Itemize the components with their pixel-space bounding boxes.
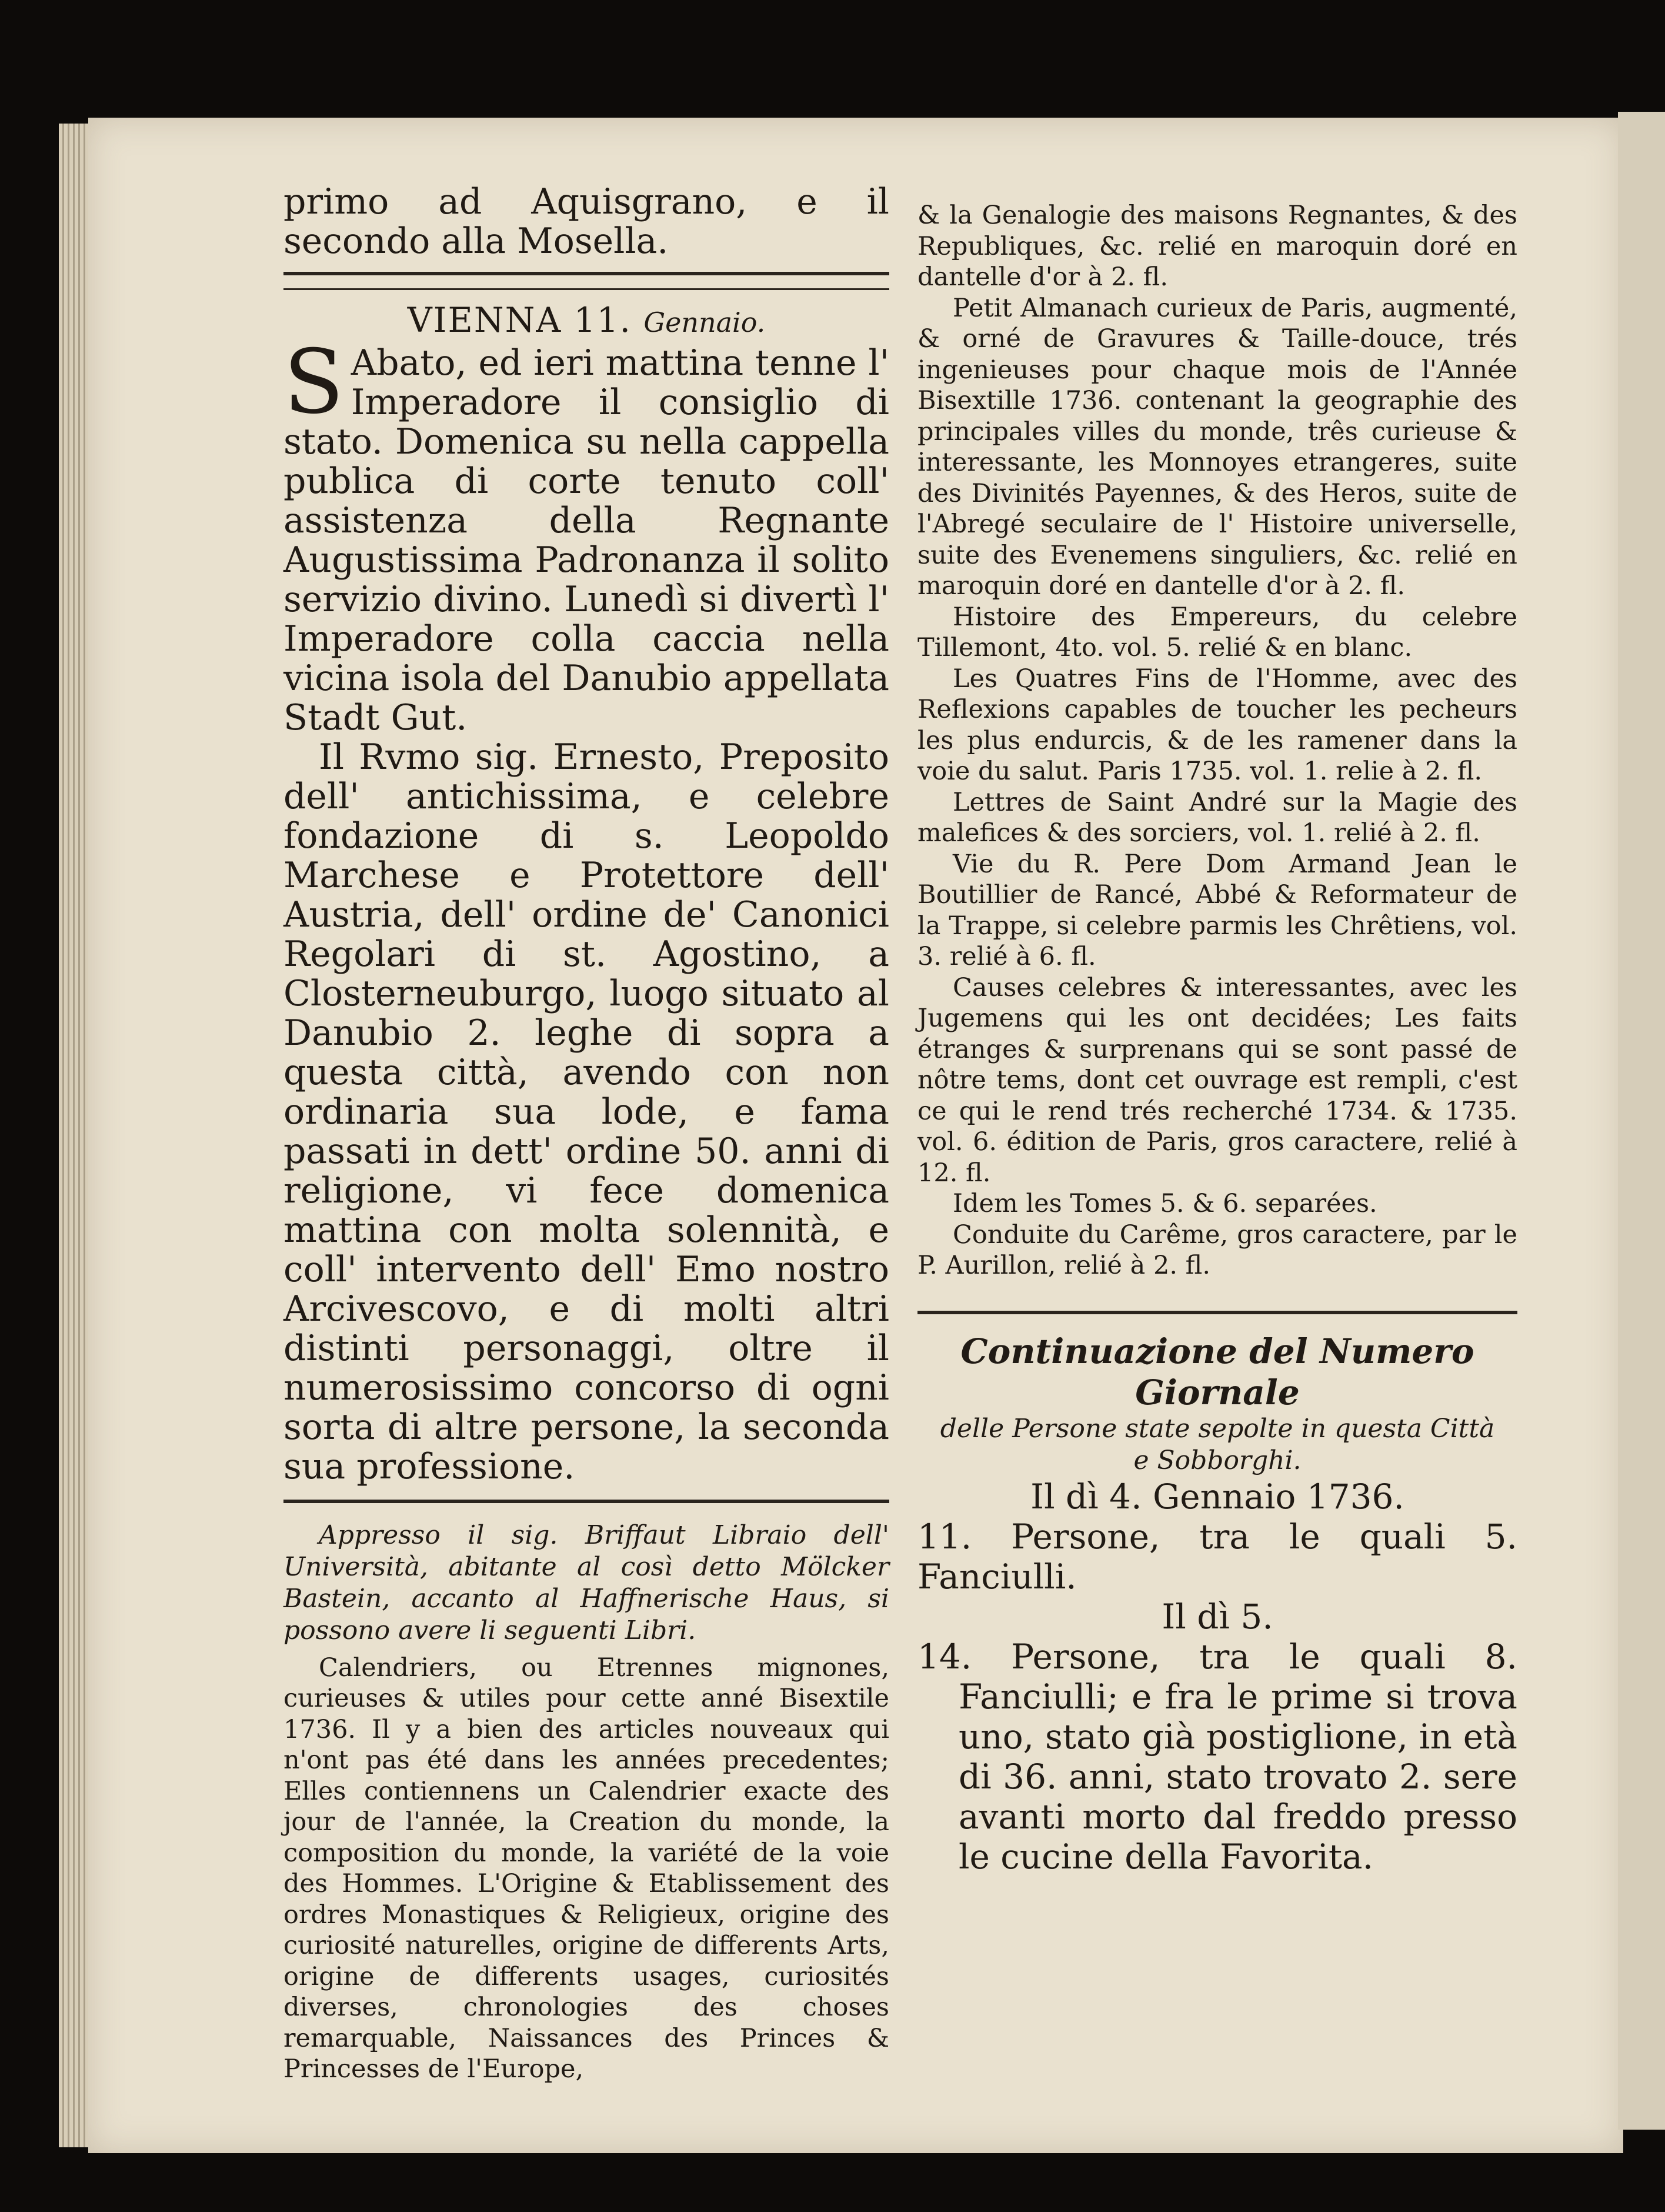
burial-entry-2: 14. Persone, tra le quali 8. Fanciulli; e fra le prime si trova uno, stato già postiglione, in età di 36. anni, stato trovato 2. sere avanti morto dal freddo presso le cucine della Favorita. bbox=[917, 1636, 1517, 1877]
section-divider bbox=[283, 272, 889, 290]
book-listing-tomes: Idem les Tomes 5. & 6. separées. bbox=[953, 1189, 1377, 1218]
burial-date-2: Il dì 5. bbox=[1162, 1596, 1273, 1637]
bookseller-notice: Appresso il sig. Briffaut Libraio dell' Università, abitante al così detto Mölcker Bastein, accanto al Haffnerische Haus, si possono avere li seguenti Libri. bbox=[283, 1520, 889, 1645]
vienna-paragraph-1-text: Abato, ed ieri mattina tenne l' Imperadore il consiglio di stato. Domenica su nella cappella publica di corte tenuto coll' assistenza della Regnante Augustissima Padronanza il solito servizio divino. Lunedì si divertì l' Imperadore colla caccia nella vicina isola del Danubio appellata Stadt Gut. bbox=[283, 342, 889, 738]
book-listing-quatres-fins: Les Quatres Fins de l'Homme, avec des Reflexions capables de toucher les pecheurs les plus endurcis, & de les ramener dans la voie du salut. Paris 1735. vol. 1. relie à 2. fl. bbox=[917, 664, 1517, 786]
burials-subtitle-1: delle Persone state sepolte in questa Città bbox=[940, 1413, 1495, 1444]
book-listing-calendriers: Calendriers, ou Etrennes mignones, curieuses & utiles pour cette anné Bisextile 1736. Il y a bien des articles nouveaux qui n'ont pas été dans les années precedentes; Elles contiennens un Calendrier exacte des jour de l'année, la Creation du monde, la composition du monde, la variété de la voie des Hommes. L'Origine & Etablissement des ordres Monastiques & Religieux, origine des curiosité naturelles, origine de differents Arts, origine de differents usages, curiosités diverses, chronologies des choses remarquable, Naissances des Princes & Princesses de l'Europe, bbox=[283, 1653, 889, 2084]
book-listing-almanach: Petit Almanach curieux de Paris, augmenté, & orné de Gravures & Taille-douce, trés ingenieuses pour chaque mois de l'Année Bisextille 1736. contenant la geographie des principales villes du monde, três curieuse & interessante, les Monnoyes etrangeres, suite des Divinités Payennes, & des Heros, suite de l'Abregé seculaire de l' Histoire universelle, suite des Evenemens singuliers, &c. relié en maroquin doré en dantelle d'or à 2. fl. bbox=[917, 293, 1517, 601]
book-listing-careme: Conduite du Carême, gros caractere, par le P. Aurillon, relié à 2. fl. bbox=[917, 1220, 1517, 1280]
book-listing-causes-celebres: Causes celebres & interessantes, avec les Jugemens qui les ont decidées; Les faits étranges & surprenans qui se sont passé de nôtre tems, dont cet ouvrage est rempli, c'est ce qui le rend trés recherché 1734. & 1735. vol. 6. édition de Paris, gros caractere, relié à 12. fl. bbox=[917, 972, 1517, 1188]
dateline-city: VIENNA 11. bbox=[407, 300, 632, 340]
continuation-text: primo ad Aquisgrano, e il secondo alla Mosella. bbox=[283, 181, 889, 262]
vienna-paragraph-2: Il Rvmo sig. Ernesto, Preposito dell' antichissima, e celebre fondazione di s. Leopoldo Marchese e Protettore dell' Austria, dell' ordine de' Canonici Regolari di st. Agostino, a Closterneuburgo, luogo situato al Danubio 2. leghe di sopra a questa città, avendo con non ordinaria sua lode, e fama passati in dett' ordine 50. anni di religione, vi fece domenica mattina con molta solennità, e coll' intervento dell' Emo nostro Arcivescovo, e di molti altri distinti personaggi, oltre il numerosissimo concorso di ogni sorta di altre persone, la seconda sua professione. bbox=[283, 736, 889, 1487]
next-page-edge bbox=[1618, 112, 1665, 2130]
burials-divider bbox=[917, 1311, 1517, 1314]
vienna-paragraph-1 bbox=[283, 331, 889, 738]
burial-date-1: Il dì 4. Gennaio 1736. bbox=[1030, 1476, 1404, 1517]
right-column bbox=[917, 200, 1517, 1877]
book-listing-vie-rance: Vie du R. Pere Dom Armand Jean le Boutillier de Rancé, Abbé & Reformateur de la Trappe, si celebre parmis les Chrêtiens, vol. 3. relié à 6. fl. bbox=[917, 849, 1517, 971]
drop-cap: S bbox=[283, 331, 344, 434]
left-column bbox=[283, 182, 889, 2085]
dateline-month: Gennaio. bbox=[643, 307, 766, 338]
burials-subtitle-2: e Sobborghi. bbox=[1133, 1445, 1302, 1475]
notice-divider bbox=[283, 1500, 889, 1503]
book-listing-empereurs: Histoire des Empereurs, du celebre Tillemont, 4to. vol. 5. relié & en blanc. bbox=[917, 602, 1517, 662]
book-listing-lettres: Lettres de Saint André sur la Magie des malefices & des sorciers, vol. 1. relié à 2. fl. bbox=[917, 787, 1517, 848]
dateline-heading bbox=[283, 302, 889, 341]
book-listing-calendriers-cont: & la Genalogie des maisons Regnantes, & des Republiques, &c. relié en maroquin doré en dantelle d'or à 2. fl. bbox=[917, 201, 1517, 292]
burials-title: Continuazione del Numero Giornale bbox=[960, 1331, 1474, 1413]
burial-entry-1: 11. Persone, tra le quali 5. Fanciulli. bbox=[917, 1516, 1517, 1597]
